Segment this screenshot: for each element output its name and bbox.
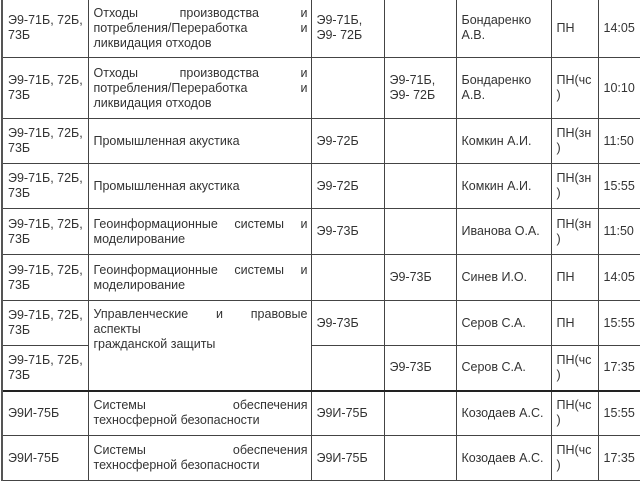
table-row: [2, 301, 640, 346]
day-cell: ПН(зн): [551, 209, 598, 255]
day-cell: ПН: [551, 255, 598, 301]
teacher-cell: Иванова О.А.: [456, 209, 551, 255]
groups-cell: Э9И-75Б: [2, 436, 88, 481]
table-row: [2, 255, 640, 301]
day-cell: ПН(зн): [551, 119, 598, 164]
groups-cell: Э9-71Б, 72Б, 73Б: [2, 255, 88, 301]
time-cell: 15:55: [598, 301, 640, 346]
table-row: [2, 436, 640, 481]
seminar-group-cell: Э9-73Б: [384, 346, 456, 391]
subject-cell: Геоинформационные системы и моделирование: [88, 255, 311, 301]
groups-cell: Э9И-75Б: [2, 391, 88, 436]
subject-cell: Системы обеспечения техносферной безопасности: [88, 436, 311, 481]
time-cell: 14:05: [598, 255, 640, 301]
lecture-group-cell: Э9-73Б: [311, 301, 384, 346]
lecture-group-cell: Э9-72Б: [311, 164, 384, 209]
groups-cell: Э9-71Б, 72Б, 73Б: [2, 301, 88, 346]
teacher-cell: Бондаренко А.В.: [456, 0, 551, 58]
lecture-group-cell: Э9-71Б, Э9- 72Б: [311, 0, 384, 58]
teacher-cell: Бондаренко А.В.: [456, 58, 551, 119]
lecture-group-cell: [311, 255, 384, 301]
day-cell: ПН(чс): [551, 346, 598, 391]
seminar-group-cell: [384, 164, 456, 209]
teacher-cell: Комкин А.И.: [456, 164, 551, 209]
table-row: [2, 58, 640, 119]
seminar-group-cell: [384, 0, 456, 58]
teacher-cell: Комкин А.И.: [456, 119, 551, 164]
lecture-group-cell: [311, 346, 384, 391]
day-cell: ПН(чс): [551, 391, 598, 436]
subject-cell: Отходы производства и потребления/Переработка и ликвидация отходов: [88, 58, 311, 119]
groups-cell: Э9-71Б, 72Б, 73Б: [2, 58, 88, 119]
teacher-cell: Серов С.А.: [456, 301, 551, 346]
lecture-group-cell: Э9И-75Б: [311, 436, 384, 481]
time-cell: 14:05: [598, 0, 640, 58]
schedule-table: [1, 0, 640, 481]
seminar-group-cell: [384, 119, 456, 164]
time-cell: 17:35: [598, 436, 640, 481]
teacher-cell: Козодаев А.С.: [456, 436, 551, 481]
subject-cell: Геоинформационные системы и моделирование: [88, 209, 311, 255]
groups-cell: Э9-71Б, 72Б, 73Б: [2, 346, 88, 391]
day-cell: ПН(чс): [551, 58, 598, 119]
teacher-cell: Козодаев А.С.: [456, 391, 551, 436]
lecture-group-cell: Э9-72Б: [311, 119, 384, 164]
time-cell: 17:35: [598, 346, 640, 391]
subject-cell: Промышленная акустика: [88, 164, 311, 209]
table-row: [2, 164, 640, 209]
lecture-group-cell: Э9-73Б: [311, 209, 384, 255]
time-cell: 11:50: [598, 119, 640, 164]
schedule-body: [2, 0, 640, 481]
subject-cell: Системы обеспечения техносферной безопасности: [88, 391, 311, 436]
subject-cell: Промышленная акустика: [88, 119, 311, 164]
day-cell: ПН: [551, 0, 598, 58]
groups-cell: Э9-71Б, 72Б, 73Б: [2, 0, 88, 58]
seminar-group-cell: [384, 436, 456, 481]
groups-cell: Э9-71Б, 72Б, 73Б: [2, 209, 88, 255]
subject-cell: Управленческие и правовые аспекты гражданской защиты: [88, 301, 311, 391]
groups-cell: Э9-71Б, 72Б, 73Б: [2, 164, 88, 209]
day-cell: ПН(зн): [551, 164, 598, 209]
table-row: [2, 119, 640, 164]
groups-cell: Э9-71Б, 72Б, 73Б: [2, 119, 88, 164]
table-row: [2, 391, 640, 436]
seminar-group-cell: [384, 301, 456, 346]
lecture-group-cell: [311, 58, 384, 119]
teacher-cell: Синев И.О.: [456, 255, 551, 301]
teacher-cell: Серов С.А.: [456, 346, 551, 391]
table-row: [2, 0, 640, 58]
seminar-group-cell: Э9-73Б: [384, 255, 456, 301]
day-cell: ПН(чс): [551, 436, 598, 481]
subject-cell: Отходы производства и потребления/Переработка и ликвидация отходов: [88, 0, 311, 58]
lecture-group-cell: Э9И-75Б: [311, 391, 384, 436]
seminar-group-cell: [384, 209, 456, 255]
time-cell: 10:10: [598, 58, 640, 119]
time-cell: 11:50: [598, 209, 640, 255]
seminar-group-cell: [384, 391, 456, 436]
time-cell: 15:55: [598, 164, 640, 209]
seminar-group-cell: Э9-71Б, Э9- 72Б: [384, 58, 456, 119]
table-row: [2, 209, 640, 255]
time-cell: 15:55: [598, 391, 640, 436]
day-cell: ПН: [551, 301, 598, 346]
